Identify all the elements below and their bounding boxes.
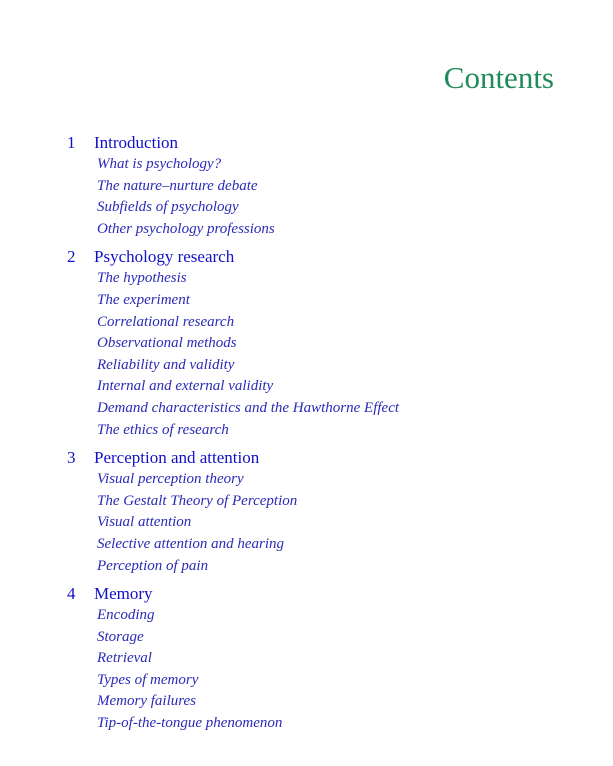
chapter-number: 2 [67,247,76,267]
chapter-number: 1 [67,133,76,152]
section-list [67,469,567,577]
chapter-title-link[interactable]: Perception and attention [94,448,260,468]
section-link[interactable]: What is psychology? [97,156,222,172]
section-link[interactable]: Subfields of psychology [97,199,239,216]
section-link[interactable]: Other psychology professions [97,220,275,237]
section-link[interactable]: Visual perception theory [97,471,244,488]
chapter-title-link[interactable]: Introduction [94,133,179,152]
chapter-1 [67,132,567,240]
section-link[interactable]: Tip-of-the-tongue phenomenon [97,715,283,732]
chapter-heading[interactable] [67,447,567,469]
chapter-title-link[interactable]: Psychology research [94,247,235,267]
chapter-heading[interactable] [67,132,567,154]
chapter-2 [67,246,567,441]
section-link[interactable]: Perception of pain [97,557,209,574]
section-link[interactable]: The Gestalt Theory of Perception [97,492,298,509]
section-list [67,268,567,441]
chapter-heading[interactable] [67,246,567,268]
section-link[interactable]: Storage [97,628,144,645]
page-title: Contents [443,60,554,95]
section-link[interactable]: Internal and external validity [97,378,274,395]
section-list [67,154,567,240]
section-link[interactable]: Observational methods [97,335,237,352]
section-list [67,605,567,735]
chapter-list [67,132,567,741]
section-link[interactable]: Encoding [97,607,155,624]
section-link[interactable]: Selective attention and hearing [97,535,285,552]
section-link[interactable]: Visual attention [97,514,192,531]
section-link[interactable]: The ethics of research [97,421,229,438]
chapter-3 [67,447,567,577]
section-link[interactable]: The hypothesis [97,270,187,287]
section-link[interactable]: Types of memory [97,671,199,688]
section-link[interactable]: The nature–nurture debate [97,177,258,194]
section-link[interactable]: Memory failures [97,693,197,710]
section-link[interactable]: The experiment [97,291,190,308]
section-link[interactable]: Retrieval [97,650,152,667]
chapter-4 [67,583,567,735]
chapter-title-link[interactable]: Memory [94,584,153,604]
section-link[interactable]: Correlational research [97,313,235,330]
section-link[interactable]: Reliability and validity [97,356,235,373]
chapter-number: 3 [67,448,76,468]
section-link[interactable]: Demand characteristics and the Hawthorne Effect [97,399,400,416]
chapter-heading[interactable] [67,583,567,605]
chapter-number: 4 [67,584,76,604]
